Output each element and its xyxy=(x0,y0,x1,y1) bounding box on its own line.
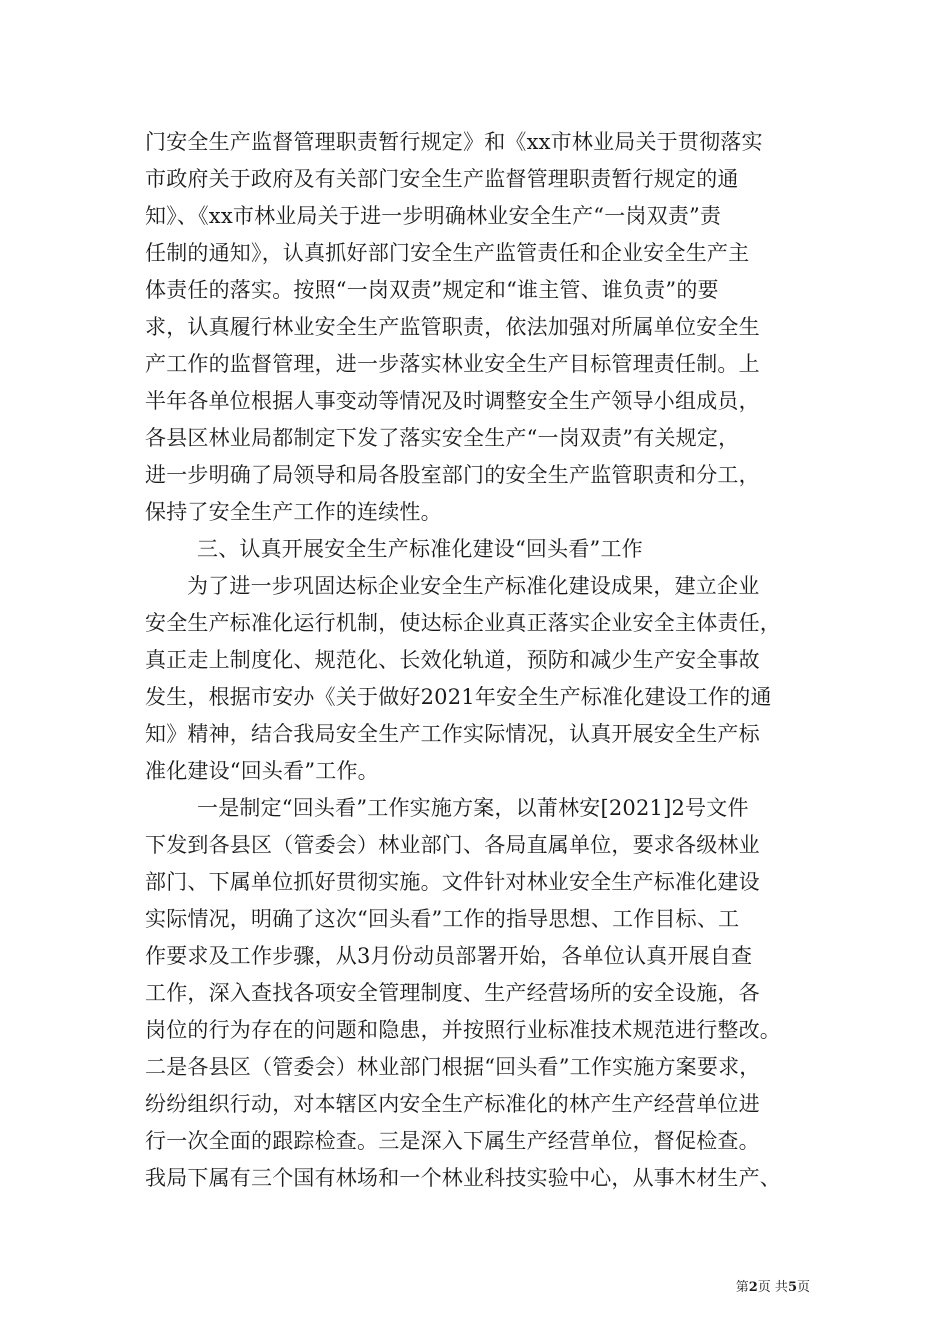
text-line: 发生，根据市安办《关于做好2021年安全生产标准化建设工作的通 xyxy=(145,685,772,709)
current-page-number: 2 xyxy=(748,1280,758,1295)
text-line: 体责任的落实。按照“一岗双责”规定和“谁主管、谁负责”的要 xyxy=(145,278,719,302)
footer-prefix: 第 xyxy=(735,1280,749,1295)
text-line: 纷纷组织行动，对本辖区内安全生产标准化的林产生产经营单位进 xyxy=(145,1092,760,1116)
text-line: 各县区林业局都制定下发了落实安全生产“一岗双责”有关规定， xyxy=(145,426,740,450)
text-line: 部门、下属单位抓好贯彻实施。文件针对林业安全生产标准化建设 xyxy=(145,870,760,894)
text-line: 知》、《xx市林业局关于进一步明确林业安全生产“一岗双责”责 xyxy=(145,204,722,228)
text-line: 工作，深入查找各项安全管理制度、生产经营场所的安全设施，各 xyxy=(145,981,760,1005)
text-line: 一是制定“回头看”工作实施方案，以莆林安[2021]2号文件 xyxy=(197,796,749,820)
section-heading: 三、认真开展安全生产标准化建设“回头看”工作 xyxy=(197,537,643,561)
text-line: 任制的通知》，认真抓好部门安全生产监管责任和企业安全生产主 xyxy=(145,241,750,265)
text-line: 产工作的监督管理，进一步落实林业安全生产目标管理责任制。上 xyxy=(145,352,760,376)
text-line: 市政府关于政府及有关部门安全生产监督管理职责暂行规定的通 xyxy=(145,167,739,191)
text-line: 保持了安全生产工作的连续性。 xyxy=(145,500,442,524)
text-line: 准化建设“回头看”工作。 xyxy=(145,759,379,783)
text-line: 知》精神，结合我局安全生产工作实际情况，认真开展安全生产标 xyxy=(145,722,760,746)
text-line: 岗位的行为存在的问题和隐患，并按照行业标准技术规范进行整改。 xyxy=(145,1018,781,1042)
text-line: 为了进一步巩固达标企业安全生产标准化建设成果，建立企业 xyxy=(187,574,760,598)
text-line: 真正走上制度化、规范化、长效化轨道，预防和减少生产安全事故 xyxy=(145,648,760,672)
text-line: 半年各单位根据人事变动等情况及时调整安全生产领导小组成员， xyxy=(145,389,760,413)
text-line: 进一步明确了局领导和局各股室部门的安全生产监管职责和分工， xyxy=(145,463,760,487)
text-line: 行一次全面的跟踪检查。三是深入下属生产经营单位，督促检查。 xyxy=(145,1129,760,1153)
text-line: 二是各县区（管委会）林业部门根据“回头看”工作实施方案要求， xyxy=(145,1055,761,1079)
page-footer xyxy=(736,1280,810,1296)
text-line: 实际情况，明确了这次“回头看”工作的指导思想、工作目标、工 xyxy=(145,907,740,931)
footer-middle: 页 共 xyxy=(757,1280,788,1295)
text-line: 下发到各县区（管委会）林业部门、各局直属单位，要求各级林业 xyxy=(145,833,760,857)
text-line: 我局下属有三个国有林场和一个林业科技实验中心，从事木材生产、 xyxy=(145,1166,781,1190)
text-line: 门安全生产监督管理职责暂行规定》和《xx市林业局关于贯彻落实 xyxy=(145,130,763,154)
total-page-number: 5 xyxy=(787,1280,797,1295)
text-line: 安全生产标准化运行机制，使达标企业真正落实企业安全主体责任， xyxy=(145,611,781,635)
text-line: 作要求及工作步骤，从3月份动员部署开始，各单位认真开展自查 xyxy=(145,944,753,968)
footer-suffix: 页 xyxy=(796,1280,810,1295)
text-line: 求，认真履行林业安全生产监管职责，依法加强对所属单位安全生 xyxy=(145,315,760,339)
